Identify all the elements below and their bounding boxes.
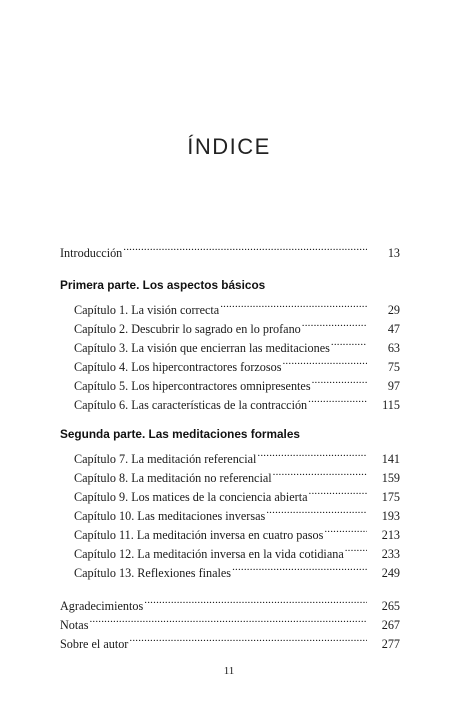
toc-entry-page: 115	[382, 398, 400, 412]
dot-leader	[220, 295, 367, 314]
toc-entry-page: 175	[381, 490, 400, 504]
dot-leader	[123, 238, 367, 257]
toc-entry-label: Capítulo 13. Reflexiones finales	[74, 566, 232, 580]
toc-back-matter	[60, 591, 400, 651]
toc-entry-label: Sobre el autor	[60, 637, 129, 651]
toc-entry-label: Capítulo 6. Las características de la contracción	[74, 398, 308, 412]
toc-entry-label: Agradecimientos	[60, 599, 144, 613]
toc-entry-page: 277	[381, 637, 400, 651]
dot-leader	[273, 463, 367, 482]
toc-entry-sobre-el-autor	[60, 629, 400, 651]
toc-entry-label: Capítulo 9. Los matices de la conciencia abierta	[74, 490, 308, 504]
toc-entry-label: Capítulo 3. La visión que encierran las meditaciones	[74, 341, 330, 355]
toc-entry-page: 63	[387, 341, 400, 355]
dot-leader	[266, 501, 367, 520]
toc-entry-label: Notas	[60, 618, 89, 632]
toc-intro	[60, 238, 400, 260]
toc-entry-chapter-7	[60, 444, 400, 466]
dot-leader	[282, 352, 367, 371]
toc-entry-page: 97	[387, 379, 400, 393]
toc-part-1	[60, 275, 400, 412]
dot-leader	[257, 444, 367, 463]
toc-entry-page: 13	[387, 246, 400, 260]
part-heading: Segunda parte. Las meditaciones formales	[60, 427, 300, 441]
dot-leader	[324, 520, 367, 539]
toc-part-2	[60, 424, 400, 580]
part-heading: Primera parte. Los aspectos básicos	[60, 278, 266, 292]
toc-entry-page: 75	[387, 360, 400, 374]
dot-leader	[308, 390, 367, 409]
toc-entry-page: 249	[381, 566, 400, 580]
toc-entry-page: 267	[381, 618, 400, 632]
page-title: ÍNDICE	[187, 134, 271, 159]
dot-leader	[302, 314, 367, 333]
toc-entry-label: Capítulo 1. La visión correcta	[74, 303, 220, 317]
toc-entry-page: 193	[381, 509, 400, 523]
toc-entry-label: Capítulo 5. Los hipercontractores omnipresentes	[74, 379, 311, 393]
toc-entry-label: Capítulo 8. La meditación no referencial	[74, 471, 272, 485]
dot-leader	[232, 558, 367, 577]
toc-entry-page: 233	[381, 547, 400, 561]
toc-entry-page: 141	[381, 452, 400, 466]
page-number: 11	[223, 665, 235, 677]
toc-entry-page: 213	[381, 528, 400, 542]
toc-entry-label: Capítulo 4. Los hipercontractores forzosos	[74, 360, 282, 374]
toc-entry-label: Capítulo 2. Descubrir lo sagrado en lo profano	[74, 322, 301, 336]
dot-leader	[331, 333, 367, 352]
toc-entry-page: 265	[381, 599, 400, 613]
toc-entry-notas	[60, 610, 400, 632]
dot-leader	[129, 629, 367, 648]
toc-entry-label: Capítulo 11. La meditación inversa en cuatro pasos	[74, 528, 324, 542]
toc-entry-chapter-1	[60, 295, 400, 317]
dot-leader	[345, 539, 367, 558]
toc-entry-introduccion	[60, 238, 400, 260]
toc-entry-page: 29	[387, 303, 400, 317]
dot-leader	[309, 482, 367, 501]
toc-entry-label: Capítulo 7. La meditación referencial	[74, 452, 257, 466]
toc-entry-agradecimientos	[60, 591, 400, 613]
toc-entry-page: 159	[381, 471, 400, 485]
toc-entry-label: Introducción	[60, 246, 123, 260]
toc-entry-page: 47	[387, 322, 400, 336]
toc-entry-label: Capítulo 12. La meditación inversa en la vida cotidiana	[74, 547, 344, 561]
dot-leader	[89, 610, 367, 629]
toc-entry-label: Capítulo 10. Las meditaciones inversas	[74, 509, 266, 523]
dot-leader	[144, 591, 367, 610]
dot-leader	[312, 371, 367, 390]
